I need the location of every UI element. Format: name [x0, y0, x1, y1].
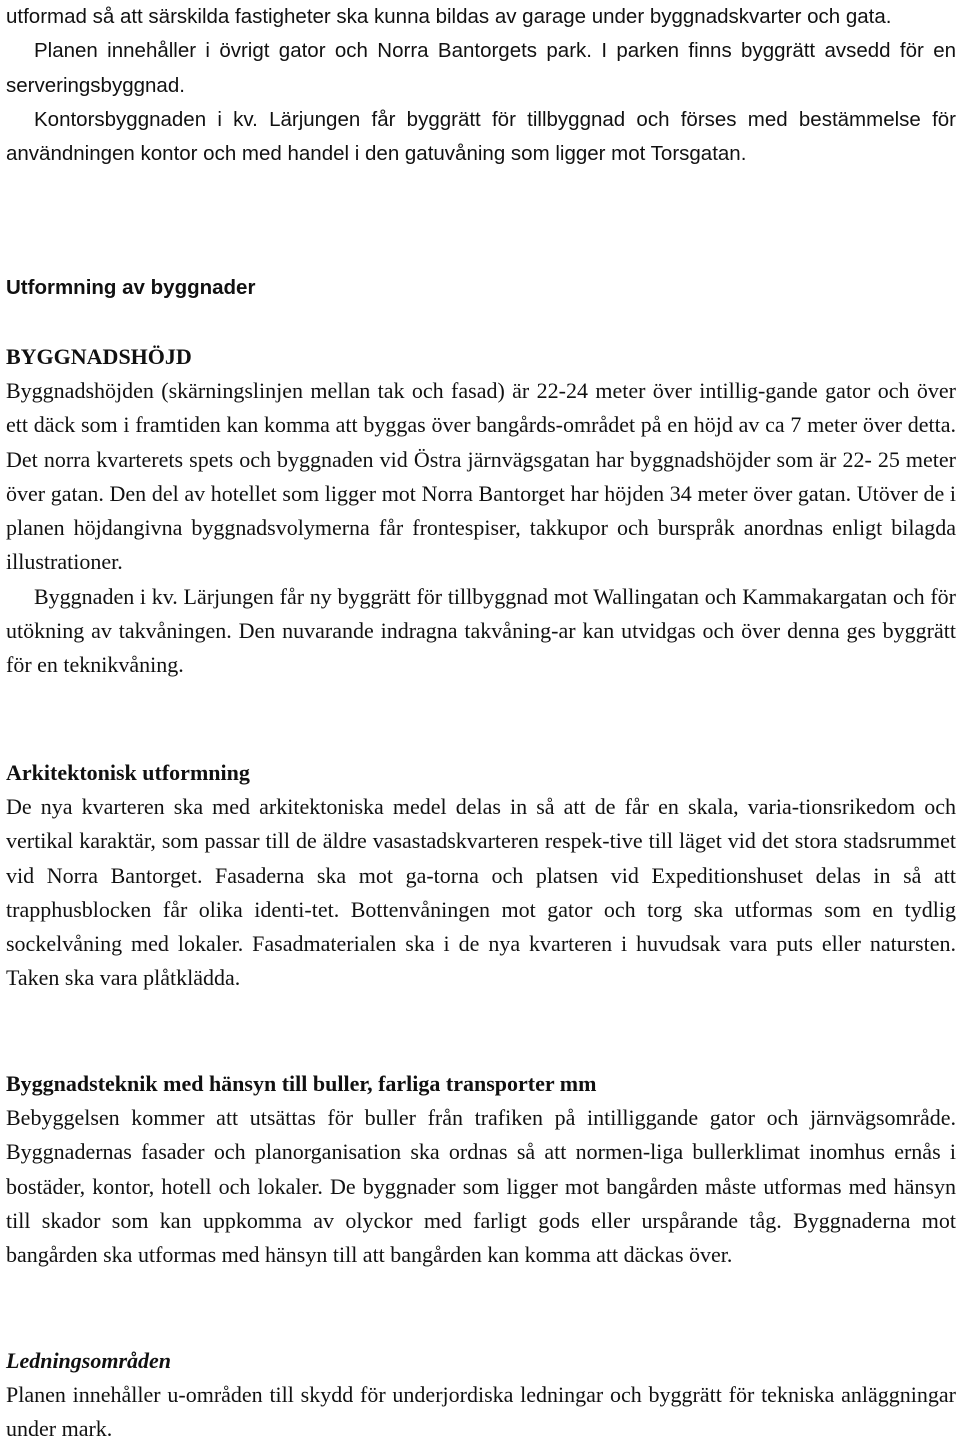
lärjungen-paragraph: Byggnaden i kv. Lärjungen får ny byggrätt för tillbyggnad mot Wallingatan och Kammakargatan och för utökning av takvåningen. Den nuvarande indragna takvåning-ar kan utvidgas och över denna ges byggrätt för en teknikvåning. — [6, 583, 956, 678]
section-ledningsomraden — [6, 1344, 956, 1447]
intro-paragraph-park: Planen innehåller i övrigt gator och Norra Bantorgets park. I parken finns byggrätt avsedd för en serveringsbyggnad. — [6, 39, 956, 97]
section-heading-utformning: Utformning av byggnader — [6, 276, 256, 299]
section-utformning — [6, 271, 956, 305]
arkitektonisk-paragraph: De nya kvarteren ska med arkitektoniska medel delas in så att de får en skala, varia-tionsrikedom och vertikal karaktär, som passar till de äldre vasastadskvarteren respek-tive till läget vid det stora stadsrummet vid Norra Bantorget. Fasaderna ska mot ga-torna och platsen vid Expeditionshuset delas in så att trapphusblocken får olika identi-tet. Bottenvåningen mot gator och torg ska utformas som en tydlig sockelvåning med lokaler. Fasadmaterialen ska i de nya kvarteren i huvudsak vara puts eller natursten. Taken ska vara plåtklädda. — [6, 794, 956, 991]
byggnadshojd-paragraph: Byggnadshöjden (skärningslinjen mellan tak och fasad) är 22-24 meter över intillig-gande gator och över ett däck som i framtiden kan komma att byggas över bangårds-området på en höjd av ca 7 meter över detta. Det norra kvarterets spets och byggnaden vid Östra järnvägsgatan har byggnadshöjder som är 22- 25 meter över gatan. Den del av hotellet som ligger mot Norra Bantorget har höjden 34 meter över gatan. Utöver de i planen höjdangivna byggnadsvolymerna får frontespiser, takkupor och burspråk anordnas enligt bilagda illustrationer. — [6, 378, 956, 575]
intro-paragraph-continuation: utformad så att särskilda fastigheter ska kunna bildas av garage under byggnadskvarter och gata. — [6, 5, 892, 28]
section-byggnadsteknik — [6, 1067, 956, 1272]
intro-section — [6, 0, 956, 171]
section-byggnadshojd — [6, 340, 956, 683]
section-arkitektonisk — [6, 756, 956, 996]
section-heading-arkitektonisk: Arkitektonisk utformning — [6, 760, 250, 785]
ledningsomraden-paragraph: Planen innehåller u-områden till skydd för underjordiska ledningar och byggrätt för tekniska anläggningar under mark. — [6, 1382, 956, 1442]
section-heading-ledningsomraden: Ledningsområden — [6, 1348, 172, 1373]
intro-paragraph-office: Kontorsbyggnaden i kv. Lärjungen får byggrätt för tillbyggnad och förses med bestämmelse för användningen kontor och med handel i den gatuvåning som ligger mot Torsgatan. — [6, 107, 956, 166]
section-heading-byggnadshojd: BYGGNADSHÖJD — [6, 344, 192, 369]
section-heading-byggnadsteknik: Byggnadsteknik med hänsyn till buller, farliga transporter mm — [6, 1071, 597, 1096]
byggnadsteknik-paragraph: Bebyggelsen kommer att utsättas för buller från trafiken på intilliggande gator och järnvägsområde. Byggnadernas fasader och planorganisation ska ordnas så att normen-liga bullerklimat inomhus ernås i bostäder, kontor, hotell och lokaler. De byggnader som ligger mot bangården måste utformas med hänsyn till skador som kan uppkomma av olyckor med farligt gods eller urspårande tåg. Byggnaderna mot bangården ska utformas med hänsyn till att bangården kan komma att däckas över. — [6, 1105, 956, 1268]
